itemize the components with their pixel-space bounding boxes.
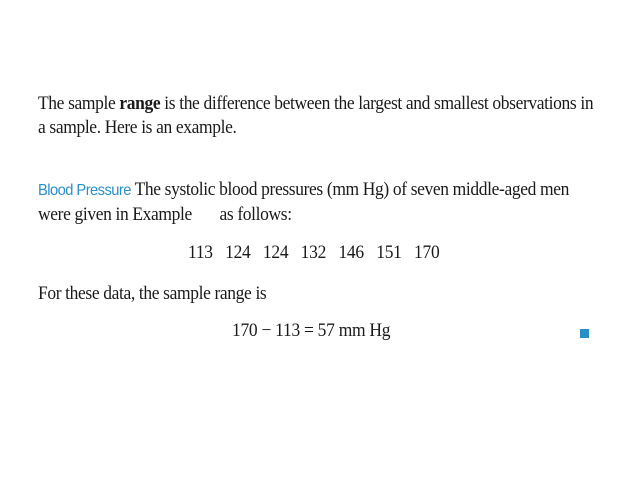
- example-paragraph: [38, 178, 597, 227]
- definition-text-before: The sample: [38, 93, 120, 114]
- data-value: 132: [300, 242, 327, 263]
- example-title: Blood Pressure: [38, 182, 131, 199]
- definition-term: range: [119, 93, 161, 114]
- data-value: 170: [414, 242, 440, 263]
- definition-paragraph: [38, 92, 597, 140]
- data-value: 146: [338, 242, 364, 263]
- example-text-line2-end: as follows:: [219, 204, 292, 225]
- example-text-line1: The systolic blood pressures (mm Hg) of seven middle-aged men: [130, 179, 569, 200]
- definition-text-after: is the difference between the largest and smallest observations in: [160, 93, 594, 114]
- data-value: 124: [225, 242, 251, 263]
- conclusion-text: For these data, the sample range is: [38, 283, 267, 304]
- example-end-square-icon: [580, 329, 589, 338]
- range-formula: 170 − 113 = 57 mm Hg: [232, 320, 391, 341]
- definition-text-line2: a sample. Here is an example.: [38, 117, 237, 138]
- data-values-line: [188, 242, 448, 264]
- example-text-line2-start: were given in Example: [38, 204, 192, 225]
- data-value: 151: [376, 242, 402, 263]
- data-value: 113: [188, 242, 213, 263]
- data-value: 124: [262, 242, 289, 263]
